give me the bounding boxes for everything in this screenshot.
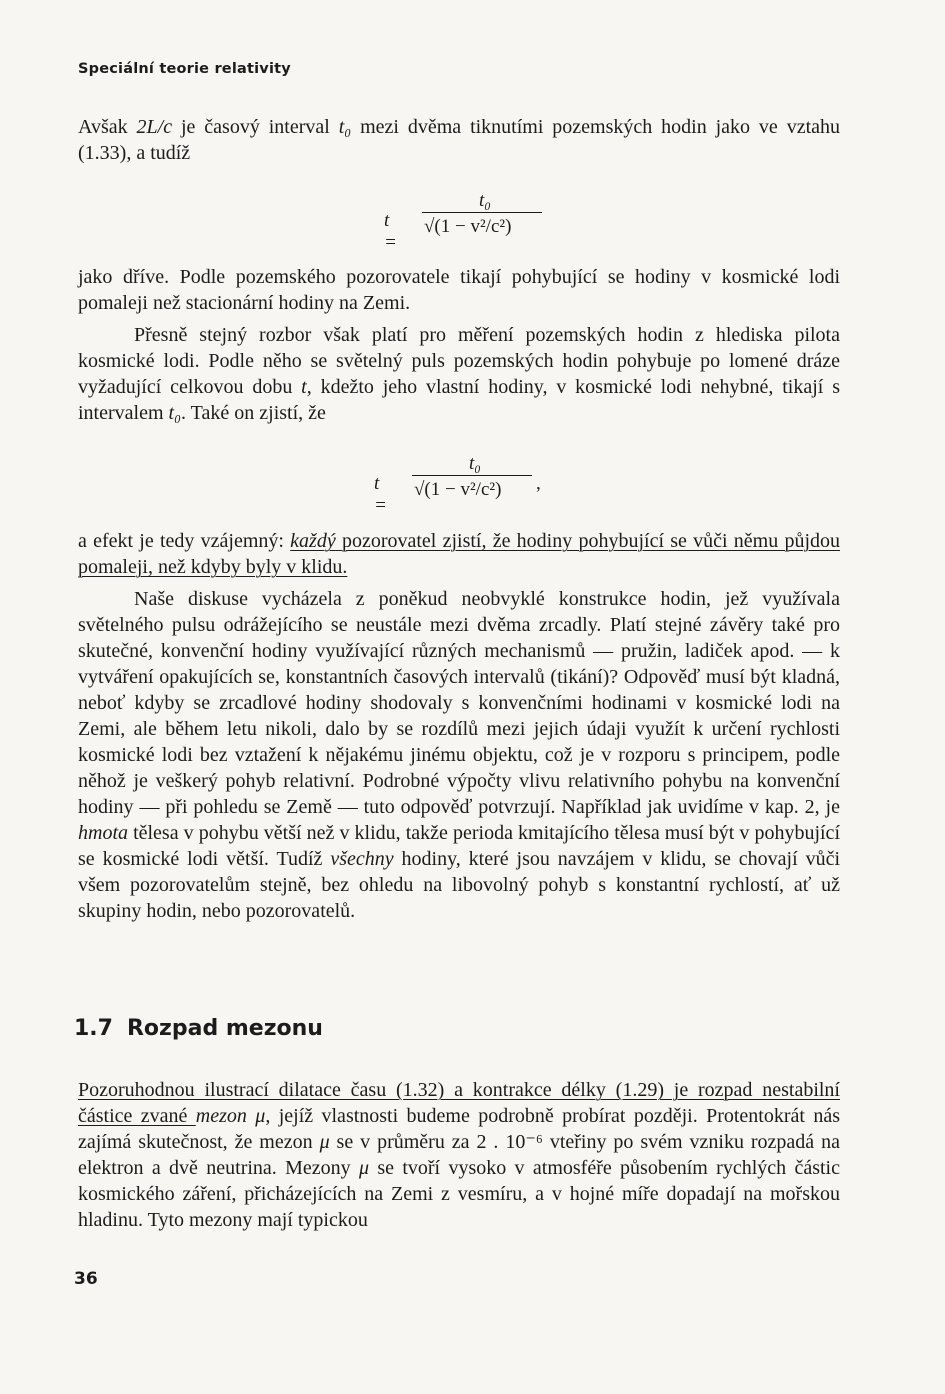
page-number: 36 [74, 1269, 98, 1289]
text-run: tělesa v pohybu větší než v klidu, takže perioda kmitajícího tělesa musí být v pohybující se kosmické lodi větší. Tudíž [78, 822, 840, 870]
section-heading [74, 1016, 323, 1041]
text-run: a efekt je tedy vzájemný: [78, 530, 291, 552]
paragraph-4 [78, 528, 840, 580]
emphasis-kazdy: každý [290, 530, 336, 552]
formula-denominator: √(1 − v²/c²) [424, 216, 512, 237]
formula-lhs: t = [384, 210, 397, 253]
fraction-bar [412, 475, 532, 476]
emphasis-hmota: hmota [78, 822, 128, 844]
underlined-text: pozorovatel zjistí, že hodiny pohybující se vůči němu půjdou pomaleji, než kdyby byly v klidu. [78, 530, 841, 578]
text-run: Naše diskuse vycházela z poněkud neobvyklé konstrukce hodin, jež využívala světelného pulsu odrážejícího se neustále mezi dvěma zrcadly. Platí stejné závěry také pro skutečné, konvenční hodiny využívající různých mechanismů — pružin, ladiček apod. — k vytváření opakujících se, konstantních časových intervalů (tikání)? Odpověď musí být kladná, neboť kdyby se zrcadlové hodiny shodovaly s konvenčními hodinami v kosmické lodi na Zemi, ale během letu nikoli, dalo by se rozdílů mezi jejich údaji využít k určení rychlosti kosmické lodi bez vztažení k nějakému jinému objektu, což je v rozporu s principem, podle něhož je veškerý pohyb relativní. Podrobné výpočty vlivu relativního pohybu na konvenční hodiny — při pohledu se Země — tuto odpověď potvrzují. Například jak uvidíme v kap. 2, je [78, 588, 840, 818]
text-run: , jejíž vlastnosti budeme podrobně probírat později. Protentokrát nás zajímá skutečnost, že mezon [78, 1105, 840, 1153]
formula-numerator: t₀ [479, 190, 491, 211]
text-run: Avšak [78, 116, 137, 138]
text-run: se v průměru za 2 . 10⁻⁶ vteřiny po svém vzniku rozpadá na elektron a dvě neutrina. Mezony [78, 1131, 840, 1179]
text-run: se tvoří vysoko v atmosféře působením rychlých částic kosmického záření, přicházejících na Zemi z vesmíru, a v hojné míře dopadají na mořskou hladinu. Tyto mezony mají typickou [78, 1157, 840, 1231]
fraction-bar [422, 212, 542, 213]
formula-comma: , [536, 473, 541, 494]
section-number: 1.7 [74, 1016, 113, 1041]
text-run: . Také on zjistí, že [181, 402, 326, 424]
math-t: t [301, 376, 307, 398]
math-mu: μ [358, 1157, 370, 1179]
paragraph-5 [78, 586, 840, 924]
paragraph-2 [78, 264, 840, 316]
underlined-text: Pozoruhodnou ilustrací dilatace času (1.32) a kontrakce délky (1.29) je rozpad nestabilní částice zvané [78, 1079, 840, 1127]
text-run: je časový interval [172, 116, 339, 138]
paragraph-text: jako dříve. Podle pozemského pozorovatele tikají pohybující se hodiny v kosmické lodi pomaleji než stacionární hodiny na Zemi. [78, 266, 840, 314]
text-run: Přesně stejný rozbor však platí pro měření pozemských hodin z hlediska pilota kosmické lodi. Podle něho se světelný puls pozemských hodin pohybuje po lomené dráze vyžadující celkovou dobu [78, 324, 840, 398]
formula-lhs: t = [374, 473, 387, 516]
text-run: mezi dvěma tiknutími pozemských hodin jako ve vztahu (1.33), a tudíž [78, 116, 841, 164]
emphasis-vsechny: všechny [330, 848, 394, 870]
paragraph-3 [78, 322, 840, 426]
emphasis-mezon-mu: mezon μ [195, 1105, 266, 1127]
paragraph-6 [78, 1077, 840, 1233]
paragraph-1 [78, 114, 840, 166]
math-2L-over-c: 2L/c [136, 116, 173, 138]
text-run: , kdežto jeho vlastní hodiny, v kosmické lodi nehybné, tikají s intervalem [78, 376, 840, 424]
math-t0: t₀ [338, 116, 352, 138]
formula-numerator: t₀ [469, 453, 481, 474]
text-run: hodiny, které jsou navzájem v klidu, se chovají vůči všem pozorovatelům stejně, bez ohledu na libovolný pohyb s konstantní rychlostí, ať už skupiny hodin, nebo pozorovatelů. [78, 848, 840, 922]
math-t0: t₀ [168, 402, 182, 424]
section-title: Rozpad mezonu [126, 1016, 323, 1041]
formula-denominator: √(1 − v²/c²) [414, 479, 502, 500]
math-mu: μ [319, 1131, 330, 1153]
running-head: Speciální teorie relativity [78, 61, 291, 77]
